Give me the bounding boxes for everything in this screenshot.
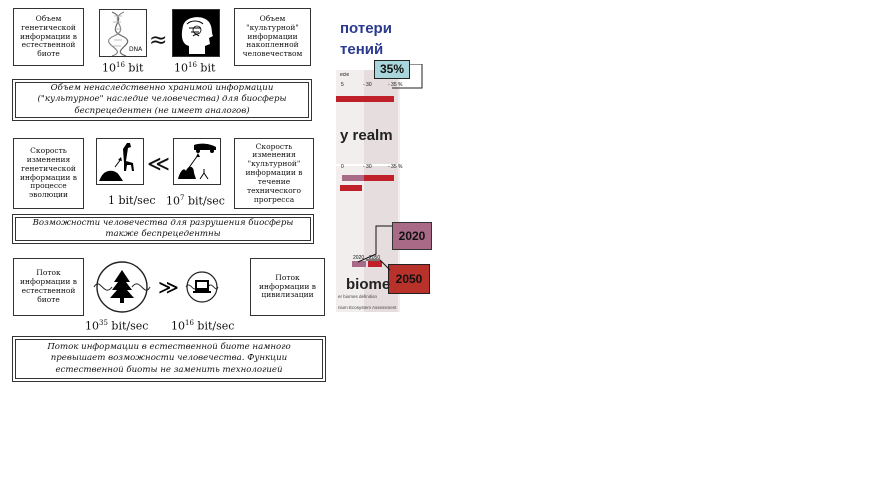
collage-title-line2: тений — [340, 41, 384, 58]
progress-image — [173, 138, 221, 185]
genetic-volume-text: Объем генетической информации в естественной биоте — [20, 13, 77, 59]
badge-2050: 2050 — [388, 264, 430, 294]
civilization-flow-box — [250, 258, 325, 316]
genetic-volume-box — [13, 8, 84, 66]
much-greater-symbol: ≫ — [158, 275, 179, 299]
mid-tick-1: 0 — [341, 164, 344, 170]
footnote-1: er biomes definition — [338, 294, 378, 299]
genetic-speed-box — [13, 138, 84, 209]
giraffe-dinosaur-icon — [97, 139, 143, 184]
bit-rate-cultural: $10^7$ bit/sec — [166, 194, 225, 208]
evolution-image — [96, 138, 144, 185]
bit-flow-civilization: $10^{16}$ bit/sec — [171, 319, 235, 333]
dna-image — [99, 9, 147, 57]
collage-title-line1: потери — [340, 20, 392, 37]
bar-red-2 — [340, 185, 362, 191]
small-2020-label: 2020 — [353, 255, 365, 261]
footnote-2: nium Ecosystem Assessment — [338, 305, 397, 310]
much-less-symbol: ≪ — [147, 152, 171, 177]
caption-biota-flow — [15, 339, 323, 379]
cultural-speed-box — [234, 138, 314, 209]
head-brain-icon — [173, 10, 219, 56]
badge-35: 35% — [374, 60, 410, 79]
bit-label-cultural: $10^{16}$ bit — [174, 61, 216, 75]
much-greater-symbol-graphic — [158, 275, 179, 299]
genetic-speed-text: Скорость изменения генетической информации в процессе эволюции — [20, 145, 77, 200]
dna-label: DNA — [129, 46, 143, 53]
biota-flow-box — [13, 258, 84, 316]
bar-mauve-1 — [342, 175, 364, 181]
cultural-volume-box — [234, 8, 311, 66]
biota-flow-text: Поток информации в естественной биоте — [20, 268, 77, 304]
approx-symbol: ≈ — [149, 28, 168, 53]
top-tick-2: - 30 — [363, 82, 372, 88]
bar-red-1 — [364, 175, 394, 181]
civilization-flow-text: Поток информации в цивилизации — [259, 272, 316, 300]
caption-destruction — [15, 217, 311, 241]
caption-heritage — [15, 82, 309, 118]
top-axis-label: ecie — [340, 72, 350, 78]
cultural-speed-text: Скорость изменения "культурной" информации в течение технического прогресса — [245, 141, 303, 204]
top-tick-3: - 35 % — [388, 82, 403, 88]
biosphere-tree-icon — [94, 262, 150, 312]
biome-label: biome — [346, 276, 391, 293]
caption-heritage-text: Объем ненаследственно хранимой информации ("культурное" наследие человечества) для биосферы беспрецедентен (не имеет аналогов) — [37, 83, 287, 116]
top-bar — [336, 96, 394, 102]
caption-biota-flow-text: Поток информации в естественной биоте намного превышает возможности человечества. Функции естественной биоты не заменить технологией — [47, 342, 291, 375]
mid-tick-3: - 35 % — [388, 164, 403, 170]
top-tick-1: 5 — [341, 82, 344, 88]
realm-label: y realm — [340, 127, 393, 144]
camel-car-icon — [174, 139, 220, 184]
bit-label-genetic: $10^{16}$ bit — [102, 61, 144, 75]
small-2050-label: 2050 — [369, 255, 381, 261]
mid-tick-2: - 30 — [363, 164, 372, 170]
caption-destruction-text: Возможности человечества для разрушения биосферы также беспрецедентны — [32, 217, 294, 239]
badge-2050-leader — [366, 258, 392, 272]
bit-flow-biota: $10^{35}$ bit/sec — [85, 319, 149, 333]
badge-2020: 2020 — [392, 222, 432, 250]
cultural-volume-text: Объем "культурной" информации накопленной человечеством — [242, 13, 303, 59]
head-brain-image — [172, 9, 220, 57]
computer-globe-icon — [186, 272, 218, 302]
badge-35-leader — [392, 64, 426, 90]
right-collage — [336, 14, 436, 320]
flow-comparison-graphic — [92, 256, 242, 318]
bit-rate-genetic: 1 bit/sec — [108, 194, 156, 207]
